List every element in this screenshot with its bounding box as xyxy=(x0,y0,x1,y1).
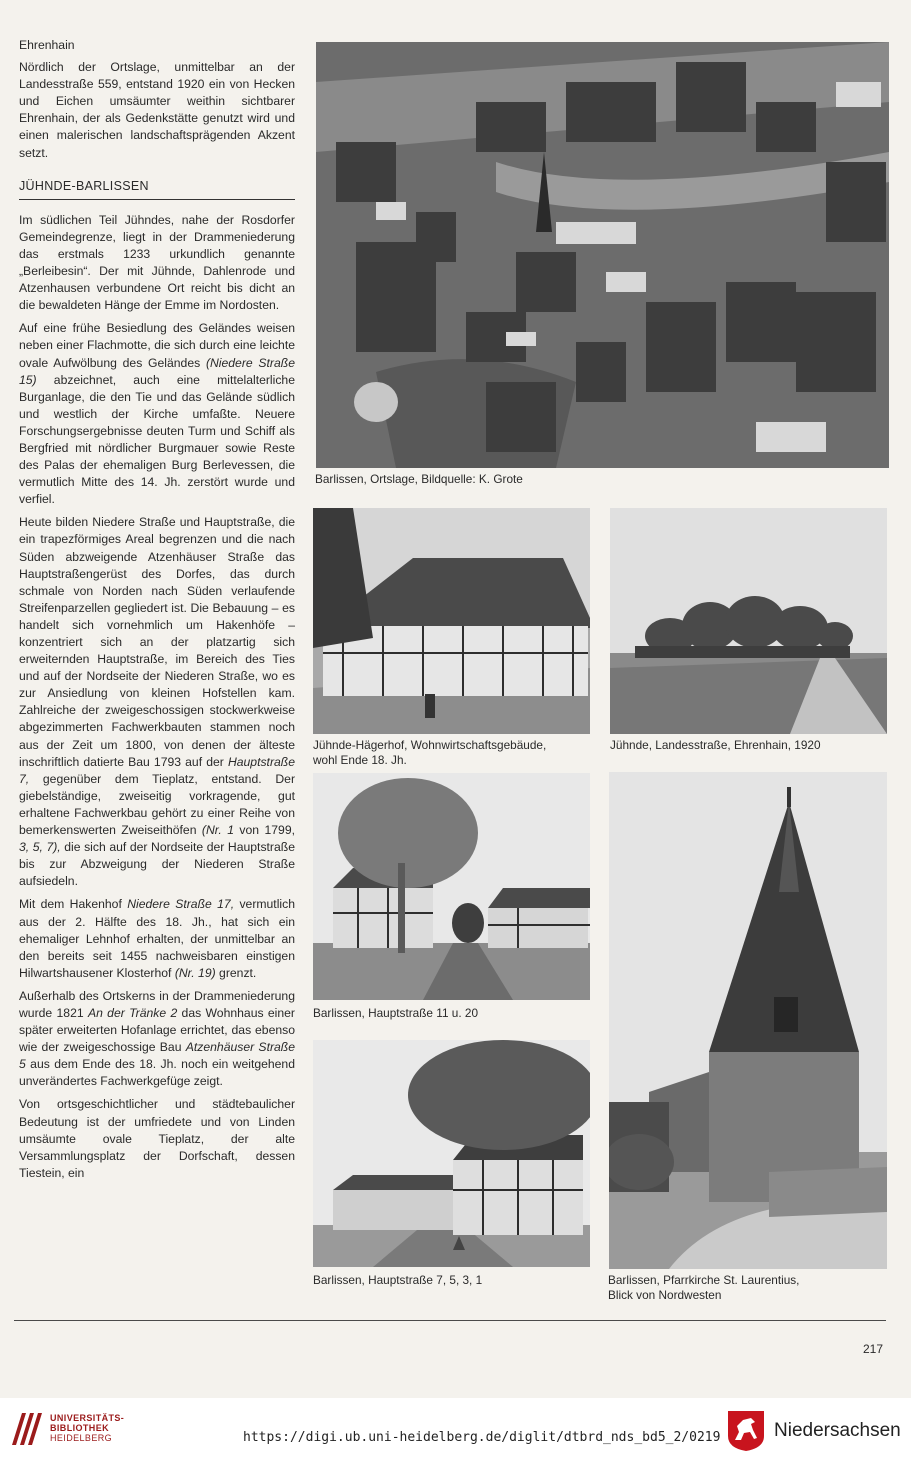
document-url-link[interactable]: https://digi.ub.uni-heidelberg.de/diglit/dtbrd_nds_bd5_2/0219 xyxy=(243,1430,721,1445)
section-heading: JÜHNDE-BARLISSEN xyxy=(19,178,295,200)
caption-church: Barlissen, Pfarrkirche St. Laurentius, Blick von Nordwesten xyxy=(608,1273,800,1302)
paragraph-4: Mit dem Hakenhof Niedere Straße 17, vermutlich aus der 2. Hälfte des 18. Jh., hat sich ein ehemaliger Lehnhof erhalten, der unmittelbar an den bereits seit 1455 nachweisbaren einstigen Hilwartshausener Klosterhof (Nr. 19) grenzt. xyxy=(19,897,295,980)
paragraph-6: Von ortsgeschichtlicher und städtebaulicher Bedeutung ist der umfriedete und von Linden umsäumte ovale Tieplatz, der alte Versammlungsplatz der Dorfschaft, dessen Tiestein, ein xyxy=(19,1097,295,1180)
text-column xyxy=(19,37,295,1188)
haegerhof-photo xyxy=(313,508,590,734)
paragraph-2: Auf eine frühe Besiedlung des Geländes weisen neben einer Flachmotte, die sich durch eine leichte ovale Aufwölbung des Geländes (Niedere Straße 15) abzeichnet, auch eine mittelalterliche Burganlage, die den Tie und das Gelände südlich und westlich der Kirche umfaßte. Neuere Forschungsergebnisse deuten Turm und Schiff als Bergfried mit nördlicher Burgmauer sowie Reste des Palas der ehemaligen Burg Berlevessen, die vermutlich Mitte des 14. Jh. zerstört wurde und verfiel. xyxy=(19,321,295,507)
hauptstrasse-11-photo xyxy=(313,773,590,1000)
niedersachsen-label: Niedersachsen xyxy=(774,1420,901,1441)
caption-haegerhof: Jühnde-Hägerhof, Wohnwirtschaftsgebäude, wohl Ende 18. Jh. xyxy=(313,738,547,767)
hauptstrasse-7-photo xyxy=(313,1040,590,1267)
paragraph-1: Im südlichen Teil Jühndes, nahe der Rosdorfer Gemeindegrenze, liegt in der Drammeniederung das erstmals 1233 urkundlich genannte „Berleibesin“. Der mit Jühnde, Dahlenrode und Atzenhausen verbundene Ort reicht bis dicht an die bewaldeten Hänge der Emme im Nordosten. xyxy=(19,212,295,313)
caption-hauptstrasse-11: Barlissen, Hauptstraße 11 u. 20 xyxy=(313,1006,479,1020)
aerial-photo xyxy=(316,42,889,468)
bottom-rule xyxy=(14,1320,886,1321)
ehrenhain-photo xyxy=(610,508,887,734)
university-name[interactable]: UNIVERSITÄTS- BIBLIOTHEK HEIDELBERG xyxy=(50,1413,125,1443)
university-logo-icon[interactable] xyxy=(10,1409,44,1447)
subheading-ehrenhain: Ehrenhain xyxy=(19,38,75,52)
page-number: 217 xyxy=(863,1342,884,1356)
church-photo xyxy=(609,772,887,1269)
paragraph-3: Heute bilden Niedere Straße und Hauptstraße, die ein trapezförmiges Areal begrenzen und die nach Süden abzweigende Atzenhäuser Straße das Hauptstraßengerüst des Dorfes, das durch schmale von Norden nach Süden verlaufende Streifenparzellen gegliedert ist. Die Bebauung – es handelt sich vornehmlich um Hakenhöfe – konzentriert sich an der platzartig sich erweiternden Hauptstraße, im Bereich des Ties und auf der Nordseite der Niederen Straße, wo es zur Ansiedlung von kleinen Hofstellen kam. Zahlreiche der zweigeschossigen stockwerkweise abgezimmerten Fachwerkbauten stammen noch aus der Zeit um 1800, von denen der älteste inschriftlich datierte Bau 1793 auf der Hauptstraße 7, gegenüber dem Tieplatz, entstand. Der giebelständige, zweiseitig vorkragende, gut erhaltene Fachwerkbau gehört zu einer Reihe von bemerkenswerten Zweiseithöfen (Nr. 1 von 1799, 3, 5, 7), die sich auf der Nordseite der Hauptstraße bis zur Abzweigung der Niederen Straße aufsiedeln. xyxy=(19,515,295,889)
caption-ehrenhain: Jühnde, Landesstraße, Ehrenhain, 1920 xyxy=(610,738,821,752)
paragraph-ehrenhain: Nördlich der Ortslage, unmittelbar an der Landesstraße 559, entstand 1920 ein von Hecken und Eichen umsäumter weithin sichtbarer Ehrenhain, der als Gedenkstätte genutzt wird und einen malerischen landschaftsprägenden Akzent setzt. xyxy=(19,60,295,160)
niedersachsen-horse-icon xyxy=(727,1410,765,1452)
caption-aerial: Barlissen, Ortslage, Bildquelle: K. Grote xyxy=(315,472,523,486)
caption-hauptstrasse-7: Barlissen, Hauptstraße 7, 5, 3, 1 xyxy=(313,1273,483,1287)
paragraph-5: Außerhalb des Ortskerns in der Drammeniederung wurde 1821 An der Tränke 2 das Wohnhaus einer später erweiterten Hofanlage errichtet, das ebenso wie der zweigeschossige Bau Atzenhäuser Straße 5 aus dem Ende des 18. Jh. noch ein weitgehend unverändertes Fachwerkgefüge zeigt. xyxy=(19,988,296,1089)
